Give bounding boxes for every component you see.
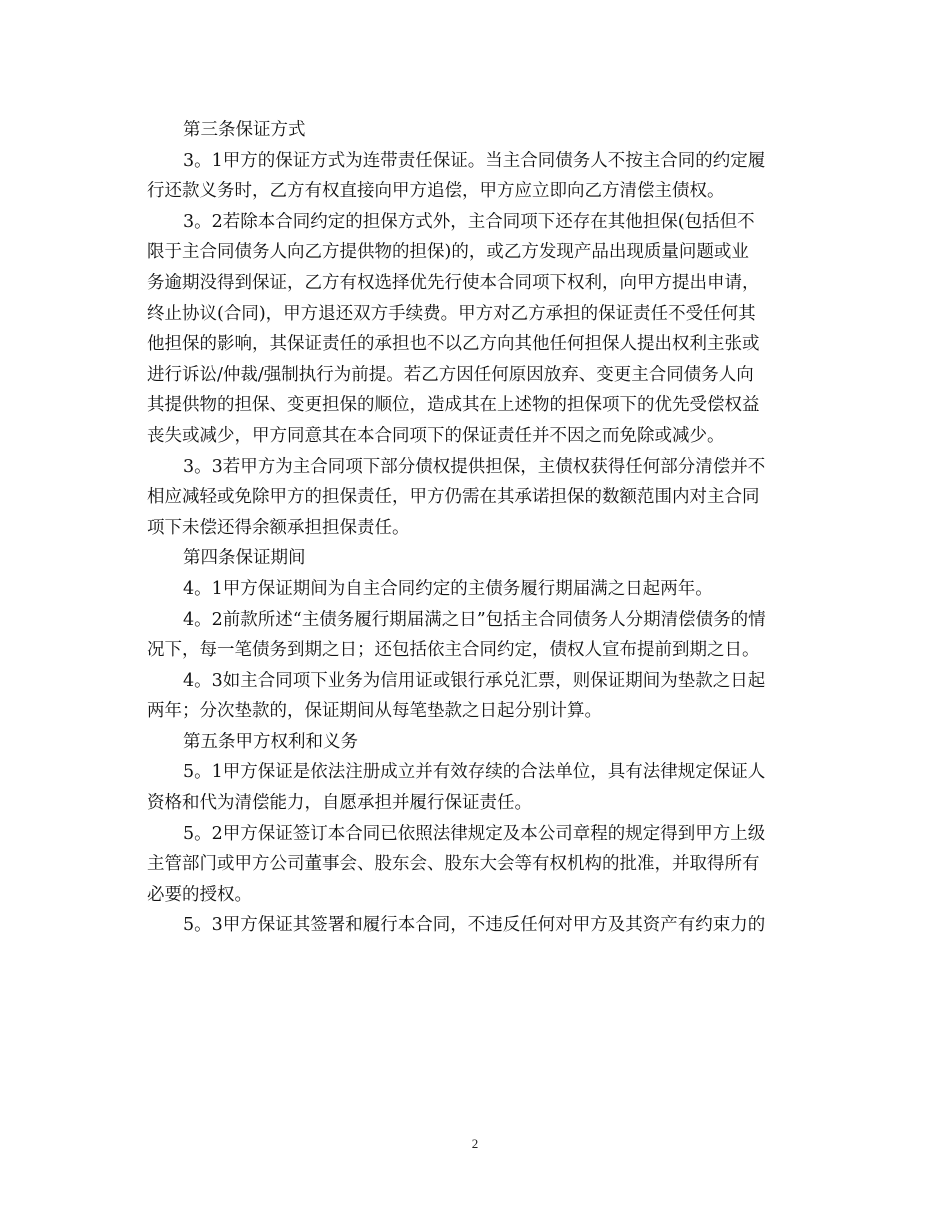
text-line: 5。1甲方保证是依法注册成立并有效存续的合法单位，具有法律规定保证人 — [183, 762, 766, 783]
text-line: 3。2若除本合同约定的担保方式外，主合同项下还存在其他担保(包括但不 — [183, 211, 755, 232]
text-line: 资格和代为清偿能力，自愿承担并履行保证责任。 — [147, 793, 532, 814]
text-line: 第五条甲方权利和义务 — [183, 731, 358, 752]
text-line: 终止协议(合同)，甲方退还双方手续费。甲方对乙方承担的保证责任不受任何其 — [147, 303, 756, 324]
text-line: 第三条保证方式 — [183, 120, 306, 140]
text-line: 必要的授权。 — [147, 884, 252, 905]
document-body — [147, 115, 807, 941]
page-number: 2 — [471, 1136, 479, 1151]
text-line: 行还款义务时，乙方有权直接向甲方追偿，甲方应立即向乙方清偿主债权。 — [147, 181, 725, 202]
text-line: 况下，每一笔债务到期之日；还包括依主合同约定，债权人宣布提前到期之日。 — [147, 640, 760, 661]
text-line: 第四条保证期间 — [183, 548, 306, 569]
text-line: 相应减轻或免除甲方的担保责任，甲方仍需在其承诺担保的数额范围内对主合同 — [147, 487, 760, 508]
text-line: 3。3若甲方为主合同项下部分债权提供担保，主债权获得任何部分清偿并不 — [183, 456, 766, 477]
text-line: 4。1甲方保证期间为自主合同约定的主债务履行期届满之日起两年。 — [183, 578, 713, 599]
text-line: 项下未偿还得余额承担担保责任。 — [147, 517, 410, 538]
text-line: 主管部门或甲方公司董事会、股东会、股东大会等有权机构的批准，并取得所有 — [147, 854, 760, 875]
text-line: 两年；分次垫款的，保证期间从每笔垫款之日起分别计算。 — [147, 701, 602, 722]
text-line: 其提供物的担保、变更担保的顺位，造成其在上述物的担保项下的优先受偿权益 — [147, 395, 760, 416]
text-line: 丧失或减少，甲方同意其在本合同项下的保证责任并不因之而免除或减少。 — [147, 425, 725, 446]
text-line: 4。2前款所述“主债务履行期届满之日”包括主合同债务人分期清偿债务的情 — [183, 609, 766, 630]
text-line: 3。1甲方的保证方式为连带责任保证。当主合同债务人不按主合同的约定履 — [183, 150, 766, 171]
text-line: 限于主合同债务人向乙方提供物的担保)的，或乙方发现产品出现质量问题或业 — [147, 242, 749, 263]
text-line: 进行诉讼/仲裁/强制执行为前提。若乙方因任何原因放弃、变更主合同债务人向 — [147, 364, 754, 385]
text-line: 5。3甲方保证其签署和履行本合同，不违反任何对甲方及其资产有约束力的 — [183, 915, 766, 936]
text-line: 4。3如主合同项下业务为信用证或银行承兑汇票，则保证期间为垫款之日起 — [183, 670, 766, 691]
text-line: 他担保的影响，其保证责任的承担也不以乙方向其他任何担保人提出权利主张或 — [147, 334, 760, 355]
text-line: 务逾期没得到保证，乙方有权选择优先行使本合同项下权利，向甲方提出申请， — [147, 272, 760, 293]
text-line: 5。2甲方保证签订本合同已依照法律规定及本公司章程的规定得到甲方上级 — [183, 823, 766, 844]
